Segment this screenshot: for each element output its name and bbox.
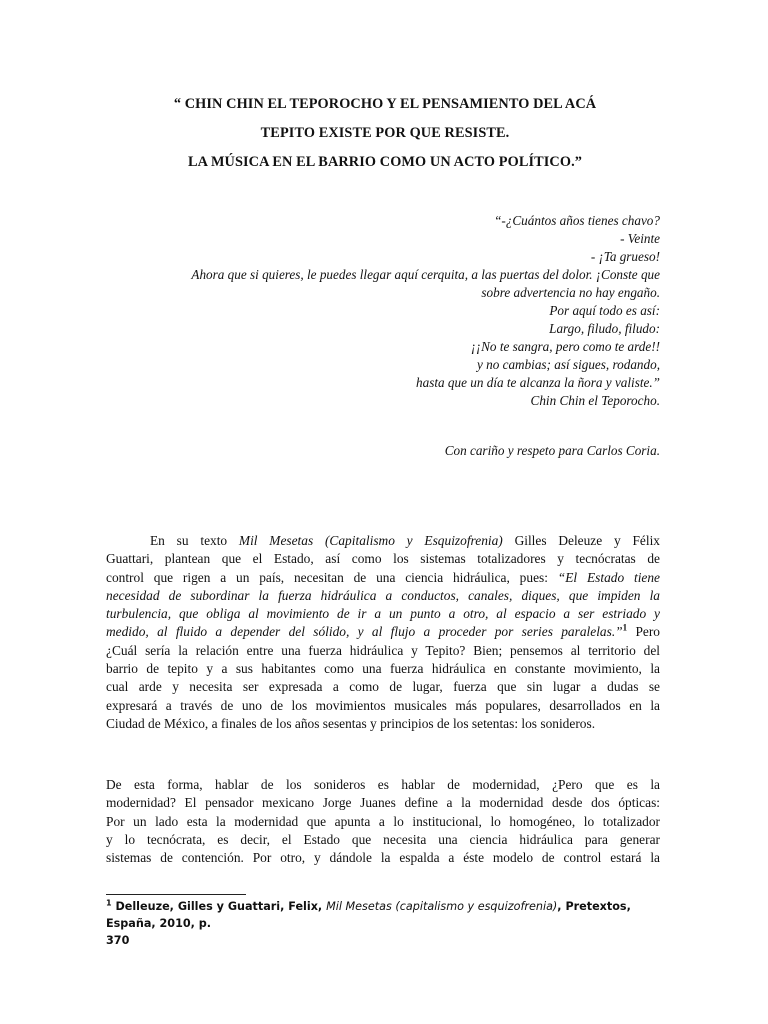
epigraph-line: “-¿Cuántos años tienes chavo?: [494, 213, 660, 228]
epigraph: [100, 212, 660, 410]
paragraph-line: expresará a través de uno de los movimientos musicales más populares, desarrollados en la: [106, 697, 660, 713]
body-paragraph-2: [106, 776, 660, 867]
quote-text: medido, al fluido a depender del sólido, y al flujo a proceder por series paralelas.”: [106, 624, 623, 640]
footnote-line: 370: [106, 934, 130, 947]
paragraph-line: Por un lado esta la modernidad que apunta a lo institucional, lo homogéneo, lo totalizador: [106, 813, 660, 829]
paragraph-line: Guattari, plantean que el Estado, así como los sistemas totalizadores y tecnócratas de: [106, 551, 660, 567]
footnote-reference[interactable]: 1: [622, 623, 628, 634]
epigraph-line: hasta que un día te alcanza la ñora y valiste.”: [416, 375, 660, 390]
footnote: [106, 898, 666, 949]
quote-text: “El Estado tiene: [557, 569, 660, 585]
footnote-book-title: Mil Mesetas (capitalismo y esquizofrenia): [326, 900, 558, 913]
epigraph-line: ¡¡No te sangra, pero como te arde!!: [470, 339, 660, 354]
book-title: Mil Mesetas (Capitalismo y Esquizofrenia): [238, 533, 503, 548]
paragraph-line: control que rigen a un país, necesitan de una ciencia hidráulica, pues: “El Estado tiene: [106, 569, 660, 585]
epigraph-line: Por aquí todo es así:: [549, 303, 660, 318]
epigraph-line: Ahora que si quieres, le puedes llegar aquí cerquita, a las puertas del dolor. ¡Conste que: [191, 267, 660, 282]
paragraph-line: barrio de tepito y a sus habitantes como una fuerza hidráulica en constante movimiento, la: [106, 661, 660, 677]
document-title: [100, 90, 670, 177]
title-line-2: TEPITO EXISTE POR QUE RESISTE.: [260, 125, 510, 141]
epigraph-line: - Veinte: [620, 231, 660, 246]
dedication: Con cariño y respeto para Carlos Coria.: [444, 443, 660, 458]
footnote-line: $^1$ Delleuze, Gilles y Guattari, Felix, Mil Mesetas (capitalismo y esquizofrenia), Pretextos, España, 2010, p.: [106, 898, 631, 930]
paragraph-line: cual arde y necesita ser expresada a como de lugar, fuerza que sin lugar a dudas se: [106, 679, 660, 695]
footnote-separator: [106, 894, 246, 895]
quote-line: necesidad de subordinar la fuerza hidráulica a conductos, canales, diques, que impiden la: [106, 587, 660, 603]
paragraph-line: y lo tecnócrata, es decir, el Estado que necesita una ciencia hidráulica para generar: [106, 831, 660, 847]
paragraph-line: sistemas de contención. Por otro, y dándole la espalda a éste modelo de control estará la: [106, 850, 660, 866]
epigraph-line: y no cambias; así sigues, rodando,: [476, 357, 660, 372]
footnote-number: 1: [106, 898, 112, 908]
title-line-3: LA MÚSICA EN EL BARRIO COMO UN ACTO POLÍTICO.”: [188, 154, 582, 170]
paragraph-line: En su texto Mil Mesetas (Capitalismo y Esquizofrenia) Gilles Deleuze y Félix: [150, 533, 660, 548]
paragraph-line: medido, al fluido a depender del sólido, y al flujo a proceder por series paralelas.”$^1$ Pero: [106, 623, 660, 640]
paragraph-line: ¿Cuál sería la relación entre una fuerza hidráulica y Tepito? Bien; pensemos al territorio del: [106, 642, 660, 658]
paragraph-line: De esta forma, hablar de los sonideros es hablar de modernidad, ¿Pero que es la: [106, 777, 660, 792]
title-line-1: “ CHIN CHIN EL TEPOROCHO Y EL PENSAMIENTO DEL ACÁ: [173, 96, 597, 112]
paragraph-line: modernidad? El pensador mexicano Jorge Juanes define a la modernidad desde dos ópticas:: [106, 795, 660, 811]
epigraph-line: sobre advertencia no hay engaño.: [481, 285, 660, 300]
epigraph-attribution: Chin Chin el Teporocho.: [530, 393, 660, 408]
epigraph-line: - ¡Ta grueso!: [590, 249, 660, 264]
paragraph-line: Ciudad de México, a finales de los años sesentas y principios de los setentas: los sonideros.: [106, 715, 596, 731]
epigraph-line: Largo, filudo, filudo:: [549, 321, 660, 336]
body-paragraph-1: [106, 532, 660, 733]
quote-line: turbulencia, que obliga al movimiento de ir a un punto a otro, al espacio a ser estriado y: [106, 606, 660, 622]
